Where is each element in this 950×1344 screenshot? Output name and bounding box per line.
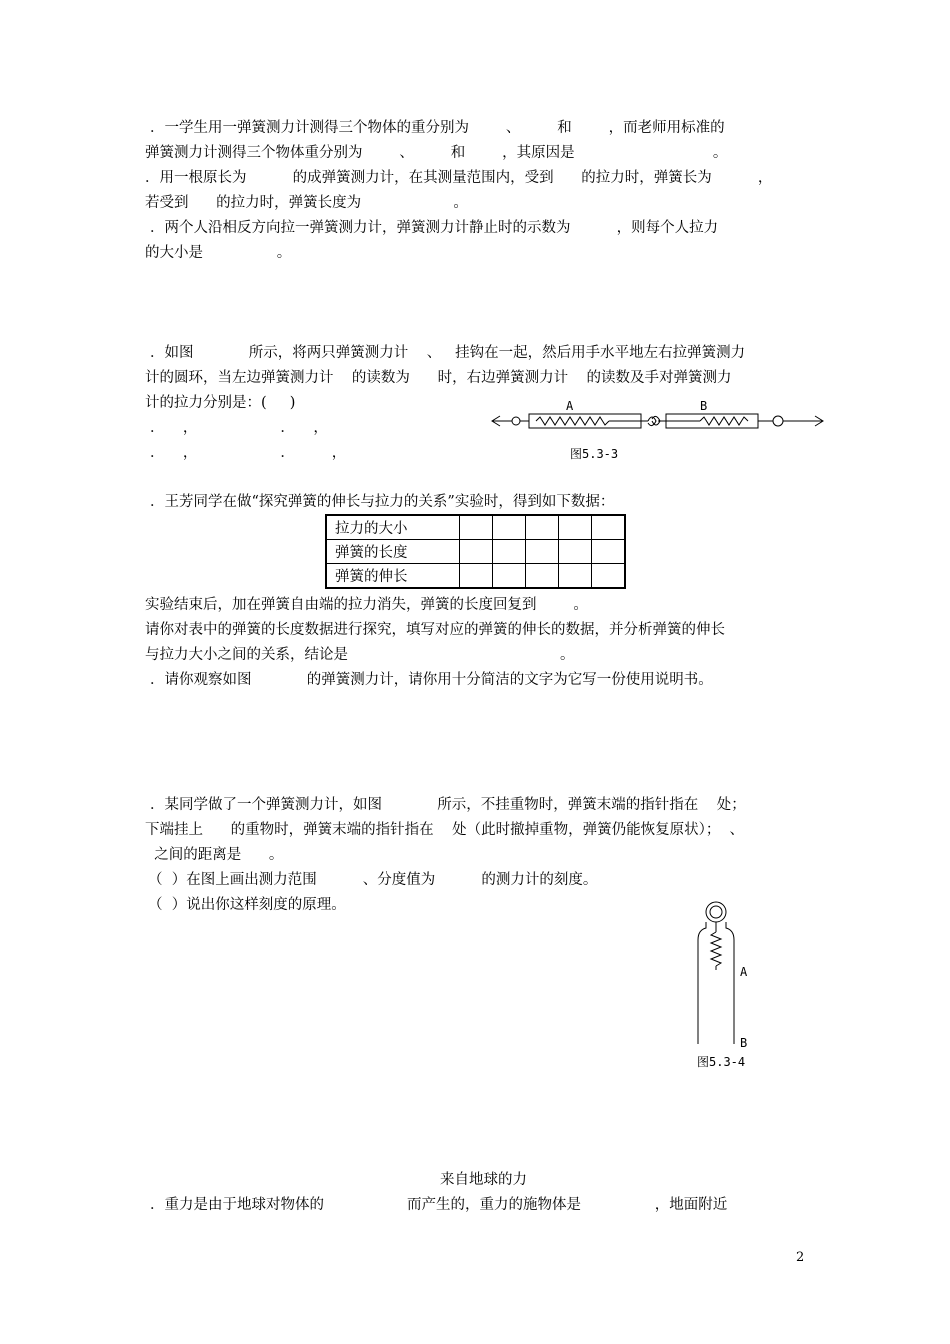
q5-after3: 与拉力大小之间的关系，结论是 。 [145,647,575,663]
q4-line1: ．如图 所示，将两只弹簧测力计 、 挂钩在一起，然后用手水平地左右拉弹簧测力 [150,345,746,361]
q3-line1: ．两个人沿相反方向拉一弹簧测力计，弹簧测力计静止时的示数为 ，则每个人拉力 [150,220,719,236]
table-cell [460,564,493,589]
table-cell [592,564,626,589]
row-header: 拉力的大小 [326,515,460,540]
table-cell [592,515,626,540]
data-table [325,514,626,589]
q5-line1: ．王芳同学在做“探究弹簧的伸长与拉力的关系”实验时，得到如下数据： [150,494,615,510]
table-cell [460,515,493,540]
row-header: 弹簧的伸长 [326,564,460,589]
table-row [326,515,625,540]
q4-line2: 计的圆环，当左边弹簧测力计 的读数为 时，右边弹簧测力计 的读数及手对弹簧测力 [145,370,732,386]
figure-label-b: B [700,399,708,413]
q1-line2: 弹簧测力计测得三个物体重分别为 、 和 ，其原因是 。 [145,145,728,161]
figure2-label-b: B [740,1036,748,1050]
section-title: 来自地球的力 [440,1172,527,1188]
figure-5-3-3 [488,405,828,441]
q1-line1: ．一学生用一弹簧测力计测得三个物体的重分别为 、 和 ，而老师用标准的 [150,120,725,136]
page-number: 2 [796,1250,805,1265]
table-cell [559,540,592,564]
q5-after2: 请你对表中的弹簧的长度数据进行探究，填写对应的弹簧的伸长的数据，并分析弹簧的伸长 [145,622,725,638]
q2-line2: 若受到 的拉力时，弹簧长度为 。 [145,195,468,211]
table-cell [493,515,526,540]
q7-sub1: （ ）在图上画出测力范围 、分度值为 的测力计的刻度。 [148,872,598,888]
table-cell [592,540,626,564]
figure-caption: 图5.3-3 [570,447,619,461]
figure-5-3-4 [690,900,760,1050]
q7-sub2: （ ）说出你这样刻度的原理。 [148,897,346,913]
section-q1-line1: ．重力是由于地球对物体的 而产生的，重力的施物体是 ，地面附近 [150,1197,728,1213]
table-cell [526,564,559,589]
table-row [326,564,625,589]
table-cell [559,515,592,540]
table-cell [493,564,526,589]
figure2-caption: 图5.3-4 [697,1055,746,1069]
table-cell [460,540,493,564]
table-cell [559,564,592,589]
q7-line1: ．某同学做了一个弹簧测力计，如图 所示，不挂重物时，弹簧末端的指针指在 处； [150,797,746,813]
figure-label-a: A [566,399,574,413]
q7-line3: 之间的距离是 。 [145,847,284,863]
q4-line3: 计的拉力分别是：( ) [145,395,296,411]
table-cell [526,540,559,564]
table-cell [526,515,559,540]
q7-line2: 下端挂上 的重物时，弹簧末端的指针指在 处（此时撤掉重物，弹簧仍能恢复原状）； 、 [145,822,745,838]
figure2-label-a: A [740,965,748,979]
q5-after1: 实验结束后，加在弹簧自由端的拉力消失，弹簧的长度回复到 。 [145,597,588,613]
row-header: 弹簧的长度 [326,540,460,564]
q6-line1: ．请你观察如图 的弹簧测力计，请你用十分简洁的文字为它写一份使用说明书。 [150,672,713,688]
q4-option-row2: ． ， ． ， [150,445,347,461]
q4-option-row1: ． ， ． ， [150,420,328,436]
table-cell [493,540,526,564]
q3-line2: 的大小是 。 [145,245,292,261]
q2-line1: ．用一根原长为 的成弹簧测力计，在其测量范围内，受到 的拉力时，弹簧长为 ， [145,170,773,186]
table-row [326,540,625,564]
